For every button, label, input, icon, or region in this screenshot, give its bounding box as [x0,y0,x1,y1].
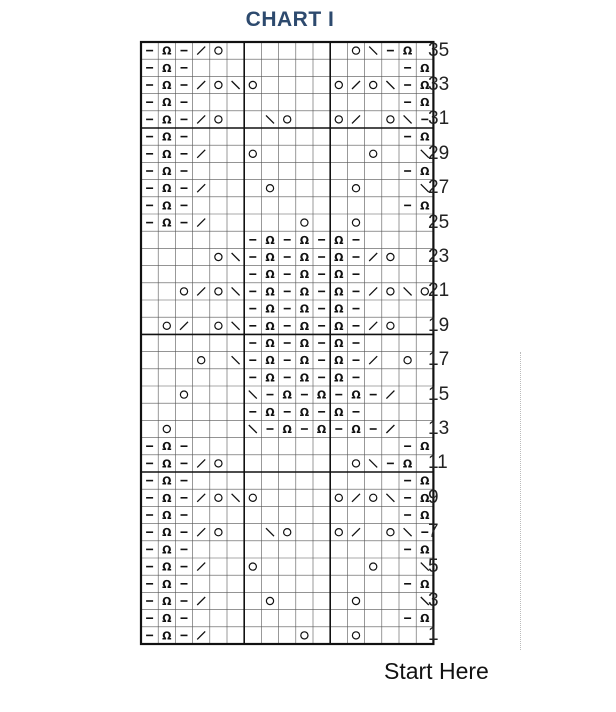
ssk-symbol [249,425,257,433]
twisted-knit-symbol: Ω [265,354,275,368]
twisted-knit-symbol: Ω [420,543,430,557]
row-number-label: 1 [428,624,439,646]
yarn-over-symbol [370,150,377,157]
yarn-over-symbol [163,322,170,329]
twisted-knit-symbol: Ω [162,113,172,127]
ssk-symbol [232,356,240,364]
chart-title: CHART I [245,8,335,31]
twisted-knit-symbol: Ω [265,251,275,264]
ssk-symbol [266,528,274,536]
k2tog-symbol [369,253,377,261]
k2tog-symbol [352,494,360,502]
twisted-knit-symbol: Ω [334,302,344,316]
row-number-label: 27 [428,177,450,199]
yarn-over-symbol [266,597,273,604]
yarn-over-symbol [180,391,187,398]
twisted-knit-symbol: Ω [162,491,172,505]
twisted-knit-symbol: Ω [334,371,344,385]
ssk-symbol [232,253,240,261]
twisted-knit-symbol: Ω [351,388,361,402]
twisted-knit-symbol: Ω [162,44,172,58]
k2tog-symbol [197,459,205,467]
yarn-over-symbol [352,185,359,192]
yarn-over-symbol [249,81,256,88]
twisted-knit-symbol: Ω [265,285,275,299]
k2tog-symbol [197,184,205,192]
ssk-symbol [404,528,412,536]
row-number-label: 29 [428,142,450,164]
yarn-over-symbol [387,322,394,329]
ssk-symbol [232,494,240,502]
row-number-label: 7 [428,521,439,543]
yarn-over-symbol [266,185,273,192]
yarn-over-symbol [180,288,187,295]
twisted-knit-symbol: Ω [282,388,292,402]
k2tog-symbol [369,322,377,330]
yarn-over-symbol [352,597,359,604]
twisted-knit-symbol: Ω [316,423,327,436]
twisted-knit-symbol: Ω [162,182,172,196]
row-number-label: 23 [428,246,450,267]
twisted-knit-symbol: Ω [316,388,327,402]
twisted-knit-symbol: Ω [420,577,430,591]
twisted-knit-symbol: Ω [162,543,172,557]
ssk-symbol [232,322,240,330]
twisted-knit-symbol: Ω [334,251,344,264]
ssk-symbol [386,81,394,89]
twisted-knit-symbol: Ω [299,354,310,368]
row-number-label: 21 [428,280,450,302]
twisted-knit-symbol: Ω [162,61,172,75]
ssk-symbol [369,47,377,55]
ssk-symbol [249,391,257,399]
k2tog-symbol [197,494,205,502]
ssk-symbol [232,81,240,89]
twisted-knit-symbol: Ω [334,354,344,368]
twisted-knit-symbol: Ω [265,233,275,247]
yarn-over-symbol [335,494,342,501]
yarn-over-symbol [352,47,359,54]
twisted-knit-symbol: Ω [162,629,172,643]
twisted-knit-symbol: Ω [265,337,275,350]
k2tog-symbol [180,322,188,330]
yarn-over-symbol [370,563,377,570]
yarn-over-symbol [284,529,291,536]
row-number-label: 3 [428,590,439,611]
edge-dotted-line [520,352,523,650]
yarn-over-symbol [249,150,256,157]
yarn-over-symbol [404,357,411,364]
twisted-knit-symbol: Ω [420,491,430,505]
row-number-label: 11 [428,452,448,474]
start-here-label: Start Here [384,658,489,684]
yarn-over-symbol [215,47,222,54]
yarn-over-symbol [215,494,222,501]
k2tog-symbol [197,115,205,123]
twisted-knit-symbol: Ω [162,216,172,230]
twisted-knit-symbol: Ω [299,251,310,264]
yarn-over-symbol [387,116,394,123]
yarn-over-symbol [370,81,377,88]
k2tog-symbol [352,81,360,89]
yarn-over-symbol [335,529,342,536]
yarn-over-symbol [215,529,222,536]
twisted-knit-symbol: Ω [299,405,310,419]
yarn-over-symbol [284,116,291,123]
ssk-symbol [404,115,412,123]
k2tog-symbol [369,287,377,295]
twisted-knit-symbol: Ω [162,440,172,454]
yarn-over-symbol [163,425,170,432]
yarn-over-symbol [215,322,222,329]
twisted-knit-symbol: Ω [299,319,310,333]
twisted-knit-symbol: Ω [420,165,430,178]
twisted-knit-symbol: Ω [162,526,172,540]
twisted-knit-symbol: Ω [334,405,344,419]
row-number-label: 19 [428,314,450,336]
row-number-label: 35 [428,39,450,61]
twisted-knit-symbol: Ω [265,405,275,419]
k2tog-symbol [352,528,360,536]
yarn-over-symbol [352,460,359,467]
k2tog-symbol [386,425,394,433]
ssk-symbol [386,494,394,502]
twisted-knit-symbol: Ω [420,130,430,144]
twisted-knit-symbol: Ω [162,612,172,626]
yarn-over-symbol [249,494,256,501]
yarn-over-symbol [370,494,377,501]
twisted-knit-symbol: Ω [402,457,413,471]
twisted-knit-symbol: Ω [420,79,430,92]
twisted-knit-symbol: Ω [299,371,310,385]
twisted-knit-symbol: Ω [162,147,172,161]
k2tog-symbol [386,391,394,399]
twisted-knit-symbol: Ω [334,233,344,247]
twisted-knit-symbol: Ω [299,233,310,247]
twisted-knit-symbol: Ω [299,285,310,299]
yarn-over-symbol [335,81,342,88]
twisted-knit-symbol: Ω [420,612,430,626]
ssk-symbol [404,287,412,295]
twisted-knit-symbol: Ω [162,509,172,522]
yarn-over-symbol [215,253,222,260]
ssk-symbol [369,459,377,467]
k2tog-symbol [197,528,205,536]
twisted-knit-symbol: Ω [334,319,344,333]
twisted-knit-symbol: Ω [420,474,430,488]
k2tog-symbol [369,356,377,364]
ssk-symbol [232,287,240,295]
twisted-knit-symbol: Ω [420,199,430,213]
yarn-over-symbol [301,219,308,226]
twisted-knit-symbol: Ω [334,285,344,299]
k2tog-symbol [352,115,360,123]
twisted-knit-symbol: Ω [162,165,172,178]
twisted-knit-symbol: Ω [282,423,292,436]
k2tog-symbol [197,631,205,639]
twisted-knit-symbol: Ω [265,371,275,385]
twisted-knit-symbol: Ω [162,457,172,471]
yarn-over-symbol [352,632,359,639]
twisted-knit-symbol: Ω [162,595,172,608]
yarn-over-symbol [387,288,394,295]
row-number-label: 17 [428,349,450,371]
twisted-knit-symbol: Ω [420,440,430,454]
twisted-knit-symbol: Ω [162,96,172,110]
twisted-knit-symbol: Ω [162,474,172,488]
yarn-over-symbol [301,632,308,639]
row-number-label: 9 [428,486,439,508]
row-number-label: 15 [428,383,450,405]
twisted-knit-symbol: Ω [162,130,172,144]
k2tog-symbol [197,81,205,89]
yarn-over-symbol [215,288,222,295]
yarn-over-symbol [335,116,342,123]
k2tog-symbol [197,150,205,158]
k2tog-symbol [197,47,205,55]
yarn-over-symbol [215,116,222,123]
twisted-knit-symbol: Ω [334,268,344,282]
twisted-knit-symbol: Ω [299,302,310,316]
twisted-knit-symbol: Ω [351,423,361,436]
twisted-knit-symbol: Ω [162,577,172,591]
row-number-label: 33 [428,74,450,95]
twisted-knit-symbol: Ω [162,560,172,574]
yarn-over-symbol [387,253,394,260]
twisted-knit-symbol: Ω [265,319,275,333]
twisted-knit-symbol: Ω [299,337,310,350]
ssk-symbol [266,115,274,123]
twisted-knit-symbol: Ω [265,302,275,316]
k2tog-symbol [197,597,205,605]
twisted-knit-symbol: Ω [420,61,430,75]
k2tog-symbol [197,563,205,571]
twisted-knit-symbol: Ω [162,199,172,213]
row-number-label: 25 [428,211,450,233]
twisted-knit-symbol: Ω [334,337,344,350]
row-number-label: 31 [428,108,450,130]
twisted-knit-symbol: Ω [402,44,413,58]
yarn-over-symbol [215,81,222,88]
twisted-knit-symbol: Ω [420,509,430,522]
twisted-knit-symbol: Ω [162,79,172,92]
twisted-knit-symbol: Ω [265,268,275,282]
yarn-over-symbol [198,357,205,364]
row-number-label: 5 [428,555,439,577]
twisted-knit-symbol: Ω [299,268,310,282]
yarn-over-symbol [352,219,359,226]
yarn-over-symbol [387,529,394,536]
k2tog-symbol [197,219,205,227]
yarn-over-symbol [249,563,256,570]
row-number-label: 13 [428,418,450,439]
k2tog-symbol [197,287,205,295]
yarn-over-symbol [215,460,222,467]
twisted-knit-symbol: Ω [420,96,430,110]
